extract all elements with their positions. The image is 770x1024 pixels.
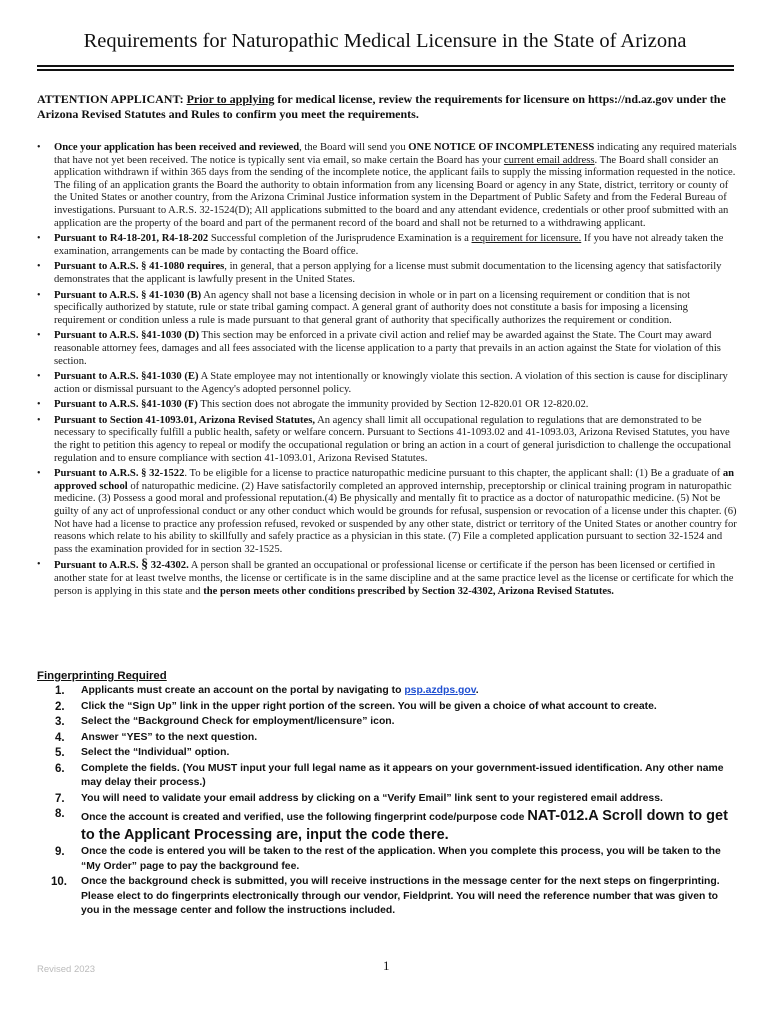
- requirement-text: . The Board shall consider an application withdrawn if within 365 days from the sending of the incomplete notice, the applicant fails to supply the missing information requested in the notice. The filing of an application grants the Board the authority to obtain information from any licensing Board or agency in any State, district, territory or county of the United States or another country, from the Arizona Criminal Justice information system in the Department of Public Safety and from the Federal Bureau of investigations. Pursuant to A.R.S. 32-1524(D); All applications submitted to the board and any attendant evidence, credentials or other proof submitted with an application are the property of the board and part of the permanent record of the board and shall not be returned to a withdrawing applicant.: [54, 154, 736, 229]
- step-number: 8.: [55, 808, 65, 820]
- fingerprinting-heading: Fingerprinting Required: [37, 670, 167, 682]
- requirement-text: indicating any required materials that have not yet been received. The notice is typically sent via email, so make certain the Board has your: [54, 142, 737, 166]
- requirement-lead: Pursuant to A.R.S.: [54, 560, 142, 572]
- step-number: 1.: [55, 685, 65, 697]
- bullet-icon: •: [37, 371, 41, 383]
- bullet-icon: •: [37, 289, 41, 301]
- revised-date: Revised 2023: [37, 964, 96, 975]
- step-number: 2.: [55, 700, 65, 713]
- requirement-lead: Pursuant to R4-18-201, R4-18-202: [54, 233, 209, 245]
- bullet-icon: •: [37, 414, 41, 426]
- fingerprinting-steps: [37, 684, 737, 920]
- requirement-lead: Pursuant to Section 41-1093.01, Arizona Revised Statutes,: [54, 414, 316, 426]
- attention-underlined: Prior to applying: [186, 92, 275, 106]
- requirement-text: This section may be enforced in a private civil action and relief may be awarded against the State. The Court may award reasonable attorney fees, damages and all fees associated with the license application to a party that prevails in an action against the State for violation of this section.: [54, 330, 721, 367]
- section-sign: §: [141, 557, 149, 573]
- requirement-text: A State employee may not intentionally or knowingly violate this section. A violation of this section is cause for disciplinary action or dismissal pursuant to the Agency's adopted personnel policy.: [54, 371, 728, 395]
- step-number: 10.: [51, 876, 67, 888]
- requirement-text: An agency shall not base a licensing decision in whole or in part on a licensing requirement or condition that is not specifically authorized by statute, rule or state tribal gaming compact. A general grant of authority does not constitute a basis for imposing a licensing requirement or condition unless a rule is made pursuant to that general grant of authority that specifically authorizes the requirement or condition.: [54, 289, 691, 326]
- requirement-item: [37, 468, 737, 556]
- requirement-emphasis: the person meets other conditions prescribed by Section 32-4302, Arizona Revised Statutes.: [203, 585, 614, 597]
- requirement-lead: Pursuant to A.R.S. §41-1030 (D): [54, 330, 200, 342]
- attention-notice: [37, 92, 737, 122]
- step-item: [37, 746, 737, 761]
- requirement-lead: Pursuant to A.R.S. § 41-1030 (B): [54, 289, 202, 301]
- requirement-item: [37, 290, 737, 328]
- step-text: Select the “Individual” option.: [81, 747, 230, 758]
- step-item: [37, 700, 737, 715]
- step-number: 5.: [55, 747, 65, 759]
- requirement-item: [37, 415, 737, 465]
- requirement-item: [37, 142, 737, 230]
- requirement-underlined: requirement for licensure.: [471, 233, 582, 245]
- step-text: Select the “Background Check for employment/licensure” icon.: [81, 716, 395, 727]
- step-item: [37, 684, 737, 699]
- requirement-text: This section does not abrogate the immunity provided by Section 12-820.01 OR 12-820.02.: [197, 399, 589, 411]
- attention-lead: ATTENTION APPLICANT:: [37, 92, 187, 106]
- requirement-lead: 32-4302.: [148, 560, 189, 572]
- requirement-item: [37, 559, 737, 598]
- requirement-lead: Pursuant to A.R.S. § 41-1080 requires: [54, 261, 225, 273]
- step-text: Complete the fields. (You MUST input your full legal name as it appears on your government-issued identification. Any other name may delay their process.): [81, 762, 724, 788]
- step-text: Once the background check is submitted, you will receive instructions in the message center for the next steps on fingerprinting. Please elect to do fingerprints electronically through our vendor, Fieldprint. You will need the reference number that was given to you in the message center and follow the instructions included.: [81, 876, 720, 916]
- requirement-text: , the Board will send you: [299, 142, 409, 153]
- requirement-text: An agency shall limit all occupational regulation to regulations that are demonstrated to be necessary to specifically fulfill a public health, safety or welfare concern. Pursuant to Sections 41-1093.02 and 41-1093.03, Arizona Revised Statutes, you have the right to petition this agency to repeal or modify the occupational regulation or bring an action in a court of general jurisdiction to challenge the occupational regulation and to ensure compliance with section 41-1093.01, Arizona Revised Statutes.: [54, 414, 732, 464]
- requirement-lead: Pursuant to A.R.S. §41-1030 (E): [54, 371, 199, 383]
- page-title: Requirements for Naturopathic Medical Licensure in the State of Arizona: [83, 30, 687, 52]
- requirement-text: If you have not already taken the examination, arrangements can be made by contacting the Board office.: [54, 233, 724, 257]
- step-text: .: [475, 685, 479, 696]
- step-item: [37, 845, 737, 874]
- step-number: 3.: [55, 716, 65, 728]
- step-item: [37, 731, 737, 746]
- step-item: [37, 792, 737, 807]
- title-rule-bottom: [37, 69, 734, 71]
- step-number: 4.: [55, 731, 65, 744]
- step-text: You will need to validate your email address by clicking on a “Verify Email” link sent to your registered email address.: [81, 792, 663, 804]
- page-number: 1: [383, 958, 390, 973]
- requirement-lead: Pursuant to A.R.S. § 32-1522: [54, 468, 185, 480]
- step-number: 9.: [55, 846, 65, 858]
- title-rule-top: [37, 65, 734, 67]
- step-number: 7.: [55, 792, 65, 805]
- step-text: Once the account is created and verified, use the following fingerprint code/purpose code: [81, 812, 528, 823]
- requirement-item: [37, 330, 737, 368]
- step-item: [37, 715, 737, 730]
- bullet-icon: •: [37, 468, 41, 480]
- step-item: [37, 875, 737, 919]
- requirement-item: [37, 399, 737, 412]
- step-item: [37, 762, 737, 791]
- step-item: [37, 807, 737, 844]
- requirement-emphasis: ONE NOTICE OF INCOMPLETENESS: [408, 142, 595, 153]
- step-text: Click the “Sign Up” link in the upper right portion of the screen. You will be given a choice of what account to create.: [81, 700, 657, 712]
- portal-link[interactable]: psp.azdps.gov: [404, 685, 476, 696]
- bullet-icon: •: [37, 399, 41, 411]
- bullet-icon: •: [37, 233, 41, 245]
- requirement-lead: Pursuant to A.R.S. §41-1030 (F): [54, 399, 198, 411]
- bullet-icon: •: [37, 261, 41, 273]
- attention-rest: for medical license, review the requirements for licensure on https://nd.az.gov under the Arizona Revised Statutes and Rules to confirm you meet the requirements.: [37, 92, 726, 121]
- requirement-item: [37, 371, 737, 396]
- bullet-icon: •: [37, 142, 41, 153]
- requirement-text: , in general, that a person applying for a license must submit documentation to the licensing agency that satisfactorily demonstrates that the applicant is lawfully present in the United States.: [54, 261, 722, 285]
- step-number: 6.: [55, 762, 65, 775]
- step-text: Applicants must create an account on the portal by navigating to: [81, 685, 405, 696]
- requirement-emphasis: an approved school: [54, 468, 735, 492]
- requirement-lead: Once your application has been received and reviewed: [54, 142, 300, 153]
- requirement-item: [37, 233, 737, 258]
- bullet-icon: •: [37, 559, 41, 571]
- purpose-code: NAT-012.A Scroll down to get to the Applicant Processing are, input the code there.: [81, 808, 728, 843]
- step-text: Answer “YES” to the next question.: [81, 731, 258, 743]
- requirement-text: . To be eligible for a license to practice naturopathic medicine pursuant to this chapter, the applicant shall: (1) Be a graduate of: [184, 468, 723, 480]
- requirement-underlined: current email address: [503, 154, 595, 166]
- bullet-icon: •: [37, 330, 41, 342]
- requirement-text: Successful completion of the Jurisprudence Examination is a: [208, 233, 472, 245]
- requirements-list: [37, 142, 737, 601]
- requirement-item: [37, 261, 737, 286]
- requirement-text: A person shall be granted an occupational or professional license or certificate if the person has been licensed or certified in another state for at least twelve months, the license or certificate is in the same discipline and at the same practice level as the license or certificate for which the person is applying in this state and: [54, 560, 734, 597]
- requirement-text: of naturopathic medicine. (2) Have satisfactorily completed an approved internship, preceptorship or clinical training program in naturopathic medicine. (3) Possess a good moral and professional reputation.(4) Be physically and mentally fit to practice as a doctor of naturopathic medicine. (5) Not be guilty of any act of unprofessional conduct or any other conduct which would be grounds for refusal, suspension or revocation of a license under this chapter. (6) Not have had a license to practice any profession refused, revoked or suspended by any other state, district or territory of the United States or another country for reasons which relate to his ability to skillfully and safely practice as a physician in this state. (7) File a completed application pursuant to section 32-1524 and pass the examination provided for in section 32-1525.: [54, 480, 737, 555]
- step-text: Once the code is entered you will be taken to the rest of the application. When you complete this process, you will be taken to the “My Order” page to pay the background fee.: [81, 846, 721, 872]
